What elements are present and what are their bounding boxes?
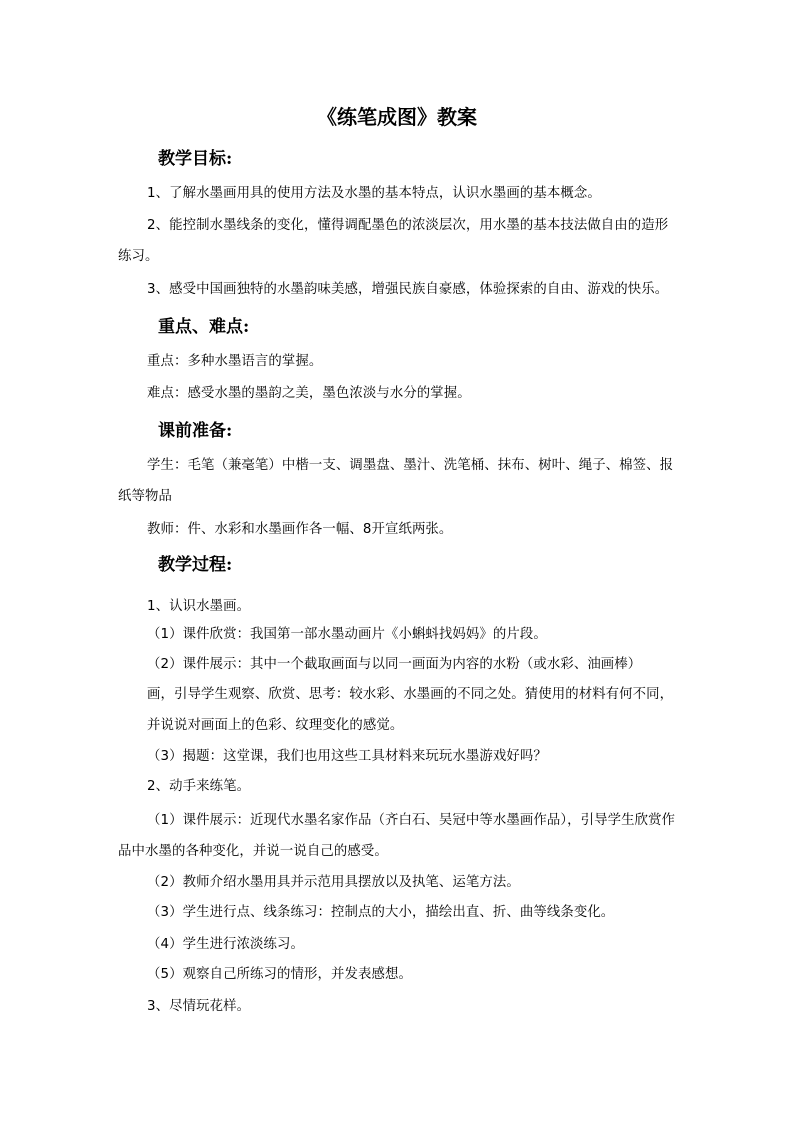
process-step-2-3: （3）学生进行点、线条练习：控制点的大小，描绘出直、折、曲等线条变化。 [147,905,615,920]
heading-preparation: 课前准备: [158,421,233,441]
key-point-difficulty: 难点：感受水墨的墨韵之美，墨色浓淡与水分的掌握。 [147,386,471,401]
heading-process: 教学过程: [158,555,233,575]
heading-key-points: 重点、难点: [158,317,250,337]
objective-item-3: 3、感受中国画独特的水墨韵味美感，增强民族自豪感，体验探索的自由、游戏的快乐。 [147,282,669,297]
objective-item-1: 1、了解水墨画用具的使用方法及水墨的基本特点，认识水墨画的基本概念。 [147,186,601,201]
process-step-2: 2、动手来练笔。 [147,779,251,794]
preparation-students: 学生：毛笔（兼毫笔）中楷一支、调墨盘、墨汁、洗笔桶、抹布、树叶、绳子、棉签、报纸等物品 [118,458,674,504]
process-step-1: 1、认识水墨画。 [147,599,251,614]
process-step-2-2: （2）教师介绍水墨用具并示范用具摆放以及执笔、运笔方法。 [147,875,520,890]
process-step-1-2: （2）课件展示：其中一个截取画面与以同一画面为内容的水粉（或水彩、油画棒） [147,657,642,672]
process-step-2-1: （1）课件展示：近现代水墨名家作品（齐白石、吴冠中等水墨画作品），引导学生欣赏作品中水墨的各种变化，并说一说自己的感受。 [118,813,676,859]
process-step-2-5: （5）观察自己所练习的情形，并发表感想。 [147,967,412,982]
heading-objectives: 教学目标: [158,149,233,169]
process-step-1-1: （1）课件欣赏：我国第一部水墨动画片《小蝌蚪找妈妈》的片段。 [147,627,547,642]
key-point-focus: 重点：多种水墨语言的掌握。 [147,354,323,369]
process-step-2-4: （4）学生进行浓淡练习。 [147,937,305,952]
process-step-1-2-continued: 画，引导学生观察、欣赏、思考：较水彩、水墨画的不同之处。猜使用的材料有何不同，并说说对画面上的色彩、纹理变化的感觉。 [147,687,674,733]
document-title: 《练笔成图》教案 [317,105,477,129]
process-step-1-3: （3）揭题：这堂课，我们也用这些工具材料来玩玩水墨游戏好吗？ [147,749,547,764]
objective-item-2: 2、能控制水墨线条的变化，懂得调配墨色的浓淡层次，用水墨的基本技法做自由的造形练习。 [118,218,669,264]
process-step-3: 3、尽情玩花样。 [147,999,251,1014]
preparation-teacher: 教师：件、水彩和水墨画作各一幅、8开宣纸两张。 [147,522,453,537]
